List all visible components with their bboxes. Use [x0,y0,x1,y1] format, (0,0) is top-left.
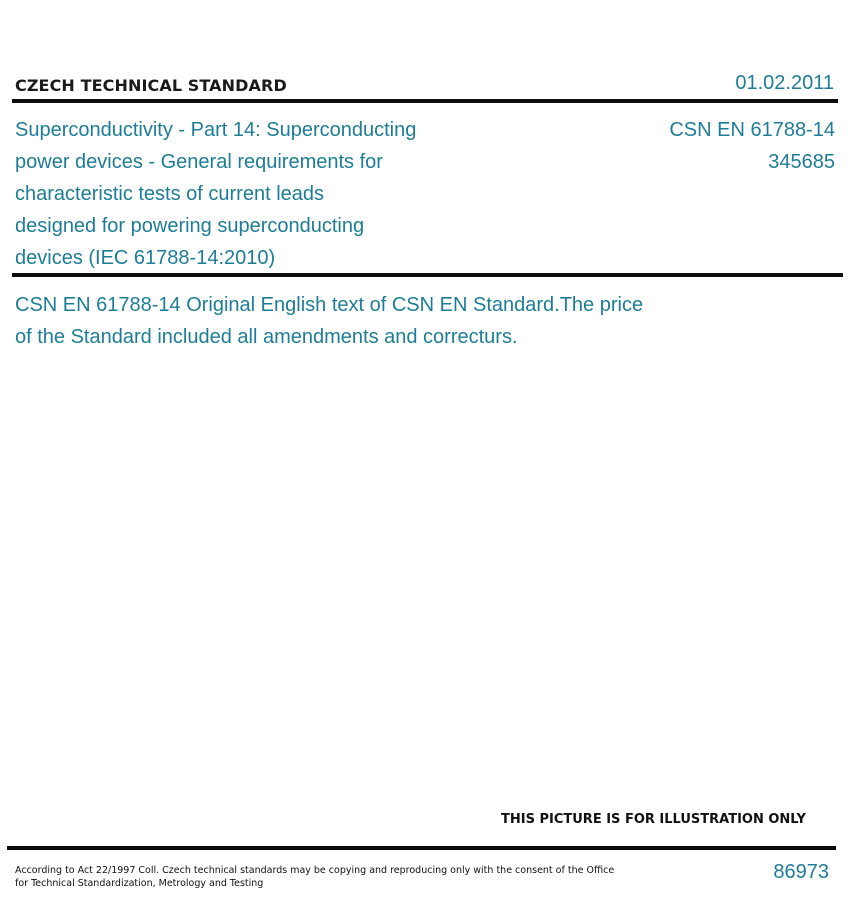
footer-number: 86973 [773,861,829,883]
standard-title-line: characteristic tests of current leads [15,183,325,205]
title-divider [12,273,843,277]
legal-notice-line: for Technical Standardization, Metrology and Testing [15,878,264,889]
illustration-note: THIS PICTURE IS FOR ILLUSTRATION ONLY [501,812,806,827]
standard-code: CSN EN 61788-14 [669,119,835,141]
description-line: of the Standard included all amendments and correcturs. [15,326,518,348]
footer-divider [7,846,836,850]
standard-identifiers [669,114,835,178]
standard-title-line: designed for powering superconducting [15,215,365,237]
document-heading: CZECH TECHNICAL STANDARD [15,76,287,95]
header-divider [12,99,838,103]
legal-notice-line: According to Act 22/1997 Coll. Czech technical standards may be copying and reproducing only with the consent of the Office [15,865,615,876]
legal-notice [15,864,614,890]
standard-title [15,114,485,274]
description-line: CSN EN 61788-14 Original English text of CSN EN Standard.The price [15,294,644,316]
standard-description [15,289,715,353]
standard-title-line: Superconductivity - Part 14: Superconducting [15,119,417,141]
standard-title-line: devices (IEC 61788-14:2010) [15,247,276,269]
standard-title-line: power devices - General requirements for [15,151,383,173]
catalog-number: 345685 [768,151,835,173]
issue-date: 01.02.2011 [735,72,834,94]
